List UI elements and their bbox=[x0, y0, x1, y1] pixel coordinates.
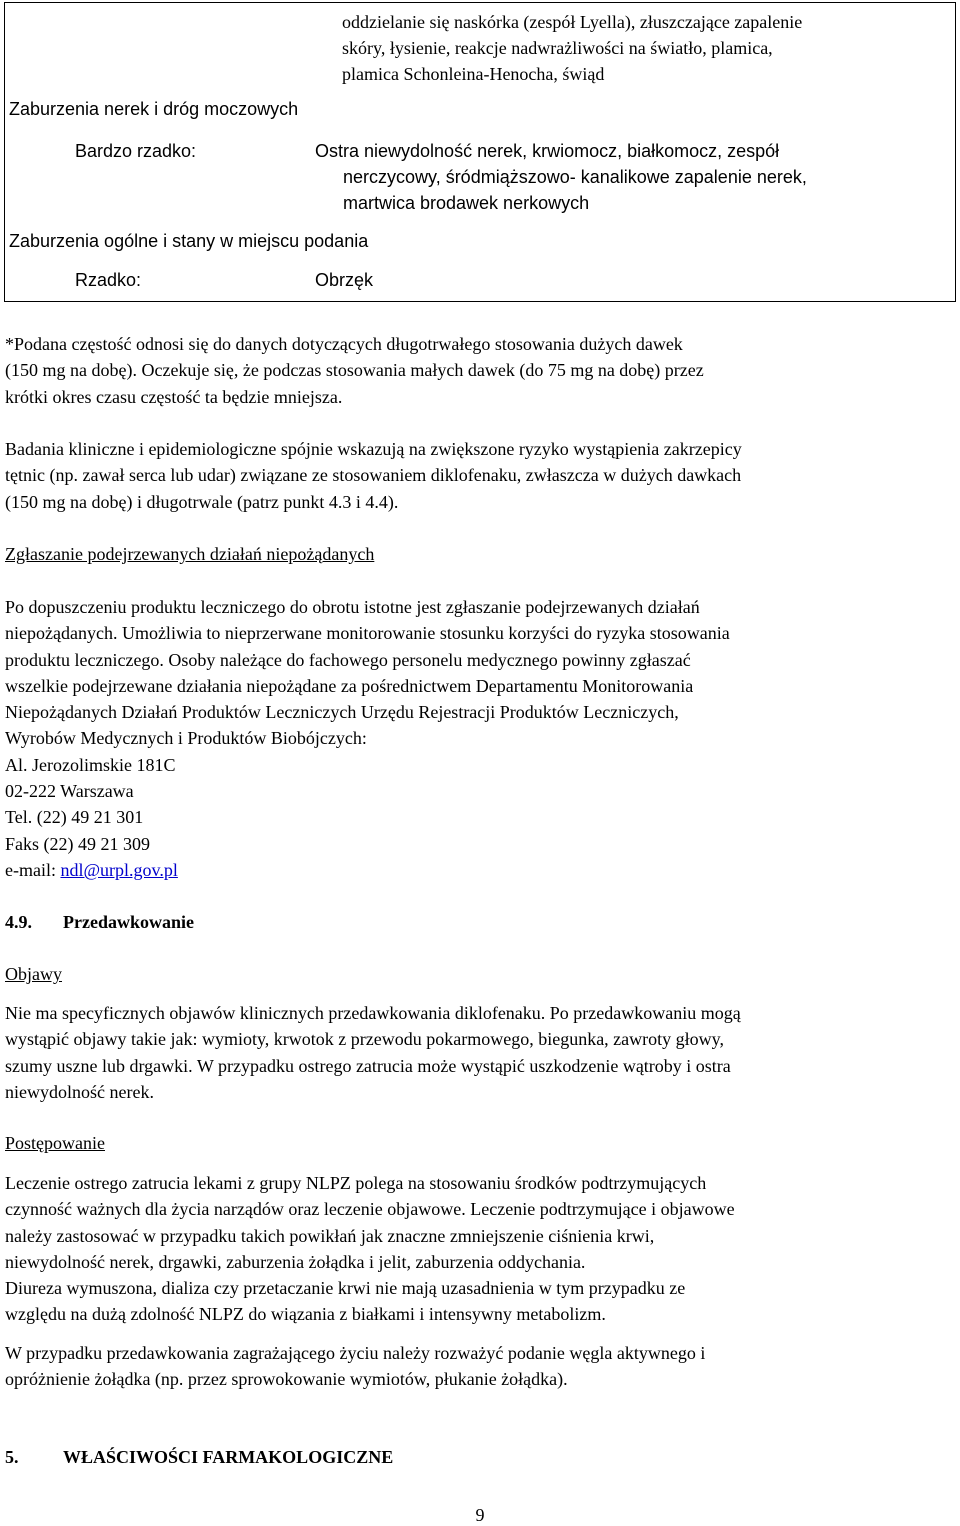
email-label: e-mail: bbox=[5, 859, 61, 880]
text-line: (150 mg na dobę). Oczekuje się, że podczas stosowania małych dawek (do 75 mg na dobę) przez bbox=[5, 360, 704, 381]
email-line bbox=[5, 857, 950, 883]
text-line: (150 mg na dobę) i długotrwale (patrz punkt 4.3 i 4.4). bbox=[5, 491, 399, 512]
underlined-heading: Zgłaszanie podejrzewanych działań niepożądanych bbox=[5, 544, 375, 564]
text-line: Badania kliniczne i epidemiologiczne spójnie wskazują na zwiększone ryzyko wystąpienia zakrzepicy bbox=[5, 439, 742, 459]
text-line: Niepożądanych Działań Produktów Leczniczych Urzędu Rejestracji Produktów Leczniczych, bbox=[5, 702, 679, 723]
fax-line: Faks (22) 49 21 309 bbox=[5, 833, 150, 854]
adverse-reactions-table bbox=[4, 2, 956, 302]
phone-line: Tel. (22) 49 21 301 bbox=[5, 807, 144, 828]
text-line: Leczenie ostrego zatrucia lekami z grupy NLPZ polega na stosowaniu środków podtrzymujących bbox=[5, 1173, 707, 1193]
text-line: Po dopuszczeniu produktu leczniczego do obrotu istotne jest zgłaszanie podejrzewanych działań bbox=[5, 597, 700, 617]
text-line: należy zastosować w przypadku takich powikłań jak znaczne zmniejszenie ciśnienia krwi, bbox=[5, 1225, 655, 1246]
text-line: niewydolność nerek, drgawki, zaburzenia żołądka i jelit, zaburzenia oddychania. bbox=[5, 1251, 586, 1272]
table-text-line: nerczycowy, śródmiąższowo- kanalikowe zapalenie nerek, bbox=[343, 167, 807, 187]
text-line: względu na dużą zdolność NLPZ do wiązania z białkami i intensywny metabolizm. bbox=[5, 1304, 606, 1325]
section-4-9-heading bbox=[5, 909, 194, 935]
text-line: czynność ważnych dla życia narządów oraz leczenie objawowe. Leczenie podtrzymujące i objawowe bbox=[5, 1199, 735, 1220]
thrombosis-risk-paragraph bbox=[5, 436, 950, 515]
reporting-heading bbox=[5, 541, 950, 567]
text-line: szumy uszne lub drgawki. W przypadku ostrego zatrucia może wystąpić uszkodzenie wątroby i ostra bbox=[5, 1055, 731, 1076]
text-line: wystąpić objawy takie jak: wymioty, krwotok z przewodu pokarmowego, biegunka, zawroty głowy, bbox=[5, 1029, 724, 1050]
text-line: krótki okres czasu częstość ta będzie mniejsza. bbox=[5, 386, 343, 407]
frequency-very-rare: Bardzo rzadko: bbox=[75, 141, 197, 161]
table-text-line: martwica brodawek nerkowych bbox=[343, 193, 590, 213]
table-text-line: oddzielanie się naskórka (zespół Lyella), złuszczające zapalenie bbox=[342, 12, 803, 32]
section-number: 5. bbox=[5, 1447, 19, 1467]
text-line: wszelkie podejrzewane działania niepożądane za pośrednictwem Departamentu Monitorowania bbox=[5, 675, 694, 696]
table-text-line: skóry, łysienie, reakcje nadwrażliwości na światło, plamica, bbox=[342, 38, 773, 58]
frequency-footnote bbox=[5, 331, 950, 410]
category-general: Zaburzenia ogólne i stany w miejscu podania bbox=[9, 231, 369, 251]
page-number: 9 bbox=[475, 1505, 485, 1525]
charcoal-paragraph bbox=[5, 1340, 950, 1393]
symptoms-paragraph bbox=[5, 1000, 950, 1105]
frequency-rare: Rzadko: bbox=[75, 270, 142, 290]
section-title: WŁAŚCIWOŚCI FARMAKOLOGICZNE bbox=[63, 1447, 394, 1467]
text-line: tętnic (np. zawał serca lub udar) związane ze stosowaniem diklofenaku, zwłaszcza w dużych dawkach bbox=[5, 465, 742, 486]
general-effect: Obrzęk bbox=[315, 270, 374, 290]
management-heading bbox=[5, 1130, 950, 1156]
underlined-heading: Postępowanie bbox=[5, 1133, 105, 1153]
text-line: Diureza wymuszona, dializa czy przetaczanie krwi nie mają uzasadnienia w tym przypadku ze bbox=[5, 1278, 686, 1299]
management-paragraph bbox=[5, 1170, 950, 1328]
symptoms-heading bbox=[5, 961, 950, 987]
kidney-effects bbox=[315, 138, 945, 216]
text-line: niewydolność nerek. bbox=[5, 1081, 154, 1102]
address-line: Al. Jerozolimskie 181C bbox=[5, 754, 176, 775]
postal-code-line: 02-222 Warszawa bbox=[5, 781, 134, 802]
text-line: opróżnienie żołądka (np. przez sprowokowanie wymiotów, płukanie żołądka). bbox=[5, 1369, 568, 1390]
text-line: Nie ma specyficznych objawów klinicznych przedawkowania diklofenaku. Po przedawkowaniu mogą bbox=[5, 1003, 741, 1023]
text-line: niepożądanych. Umożliwia to nieprzerwane monitorowanie stosunku korzyści do ryzyka stosowania bbox=[5, 623, 730, 644]
text-line: *Podana częstość odnosi się do danych dotyczących długotrwałego stosowania dużych dawek bbox=[5, 334, 683, 354]
email-link[interactable]: ndl@urpl.gov.pl bbox=[60, 859, 178, 880]
underlined-heading: Objawy bbox=[5, 964, 62, 984]
text-line: Wyrobów Medycznych i Produktów Biobójczych: bbox=[5, 728, 367, 749]
section-5-heading bbox=[5, 1444, 393, 1470]
text-line: W przypadku przedawkowania zagrażającego życiu należy rozważyć podanie węgla aktywnego i bbox=[5, 1343, 706, 1363]
table-text-line: Ostra niewydolność nerek, krwiomocz, białkomocz, zespół bbox=[315, 141, 780, 161]
skin-effects-continuation bbox=[342, 9, 952, 87]
reporting-paragraph bbox=[5, 594, 950, 883]
section-number: 4.9. bbox=[5, 912, 32, 932]
category-kidney: Zaburzenia nerek i dróg moczowych bbox=[9, 99, 299, 119]
section-title: Przedawkowanie bbox=[63, 912, 194, 932]
table-text-line: plamica Schonleina-Henocha, świąd bbox=[342, 64, 605, 84]
text-line: produktu leczniczego. Osoby należące do fachowego personelu medycznego powinny zgłaszać bbox=[5, 649, 691, 670]
